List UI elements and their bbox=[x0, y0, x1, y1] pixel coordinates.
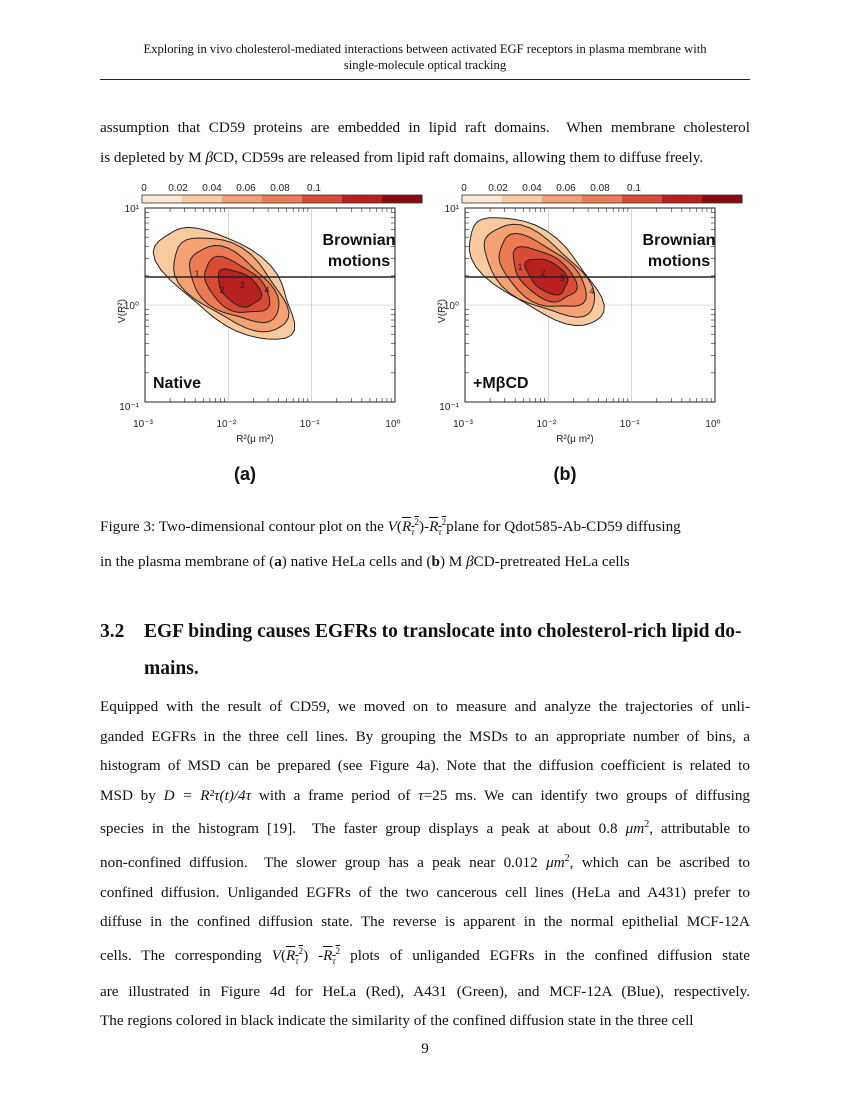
colorbar-tick-label: 0.08 bbox=[590, 183, 610, 194]
running-header bbox=[100, 41, 750, 73]
y-axis-label: V(R²) bbox=[117, 299, 128, 323]
section-title: EGF binding causes EGFRs to translocate into cholesterol-rich lipid do- bbox=[144, 621, 742, 642]
y-tick-label: 10⁻¹ bbox=[439, 402, 459, 413]
panel-tag: (a) bbox=[234, 464, 256, 484]
colorbar bbox=[141, 183, 422, 203]
body-line: The regions colored in black indicate the similarity of the confined diffusion state in the three cell bbox=[100, 1012, 694, 1030]
x-tick-label: 10⁻² bbox=[216, 419, 237, 430]
colorbar-tick-label: 0.08 bbox=[270, 183, 290, 194]
x-axis-label: R²(μ m²) bbox=[236, 434, 274, 445]
figure-panel-a bbox=[105, 180, 425, 490]
y-tick-label: 10⁰ bbox=[123, 301, 139, 312]
peak-label: 3 bbox=[559, 273, 565, 283]
x-tick-label: 10⁻¹ bbox=[619, 419, 640, 430]
caption-line-2: in the plasma membrane of (a) native HeLa cells and (b) M βCD-pretreated HeLa cells bbox=[100, 553, 630, 571]
peak-label: 4 bbox=[589, 286, 595, 296]
intro-paragraph bbox=[100, 113, 750, 172]
running-header-line-1: Exploring in vivo cholesterol-mediated interactions between activated EGF receptors in plasma membrane with bbox=[143, 42, 707, 56]
body-line: ganded EGFRs in the three cell lines. By grouping the MSDs to an appropriate number of bins, a bbox=[100, 727, 750, 745]
peak-label: 2 bbox=[540, 268, 546, 278]
section-number: 3.2 bbox=[100, 621, 125, 642]
peak-label: 4 bbox=[264, 285, 270, 295]
colorbar-segment bbox=[542, 195, 583, 203]
brownian-label: motions bbox=[647, 253, 711, 270]
colorbar-tick-label: 0.04 bbox=[202, 183, 222, 194]
colorbar-segment bbox=[582, 195, 623, 203]
colorbar-segment bbox=[462, 195, 503, 203]
colorbar-segment bbox=[382, 195, 423, 203]
x-axis-label: R²(μ m²) bbox=[556, 434, 594, 445]
body-line: are illustrated in Figure 4d for HeLa (Red), A431 (Green), and MCF-12A (Blue), respectively. bbox=[100, 982, 750, 1000]
colorbar-segment bbox=[702, 195, 743, 203]
colorbar-tick-label: 0.04 bbox=[522, 183, 542, 194]
colorbar-segment bbox=[182, 195, 223, 203]
x-tick-label: 10⁻³ bbox=[453, 419, 473, 430]
colorbar-segment bbox=[342, 195, 383, 203]
colorbar-tick-label: 0.1 bbox=[627, 183, 641, 194]
body-line: histogram of MSD can be prepared (see Figure 4a). Note that the diffusion coefficient is related to bbox=[100, 757, 750, 775]
body-line: diffuse in the confined diffusion state. The reverse is apparent in the normal epithelial MCF-12A bbox=[100, 913, 750, 931]
colorbar-tick-label: 0.06 bbox=[236, 183, 256, 194]
x-tick-label: 10⁻¹ bbox=[299, 419, 320, 430]
body-line: non-confined diffusion. The slower group has a peak near 0.012 $\mu m^2$, which can be ascribed to bbox=[100, 853, 751, 872]
body-line: MSD by D = R²τ(t)/4τ with a frame period of τ=25 ms. We can identify two groups of diffusing bbox=[100, 786, 751, 804]
section-title-continued: mains. bbox=[144, 658, 199, 679]
y-tick-label: 10¹ bbox=[444, 204, 459, 215]
condition-label: +MβCD bbox=[473, 375, 529, 392]
colorbar-segment bbox=[662, 195, 703, 203]
x-tick-label: 10⁻² bbox=[536, 419, 557, 430]
colorbar-tick-label: 0.1 bbox=[307, 183, 321, 194]
colorbar-tick-label: 0.02 bbox=[168, 183, 188, 194]
intro-line-2: is depleted by M βCD, CD59s are released from lipid raft domains, allowing them to diffuse freely. bbox=[100, 148, 704, 166]
body-line: confined diffusion. Unliganded EGFRs of the two cancerous cell lines (HeLa and A431) prefer to bbox=[100, 883, 750, 901]
colorbar-tick-label: 0 bbox=[141, 183, 147, 194]
body-paragraph bbox=[100, 692, 750, 1036]
colorbar-segment bbox=[142, 195, 183, 203]
colorbar-tick-label: 0 bbox=[461, 183, 467, 194]
colorbar bbox=[461, 183, 742, 203]
y-tick-label: 10⁻¹ bbox=[119, 402, 139, 413]
x-tick-label: 10⁻³ bbox=[133, 419, 153, 430]
colorbar-segment bbox=[502, 195, 543, 203]
body-line: Equipped with the result of CD59, we moved on to measure and analyze the trajectories of unli- bbox=[100, 698, 750, 715]
running-header-line-2: single-molecule optical tracking bbox=[343, 58, 507, 72]
colorbar-segment bbox=[222, 195, 263, 203]
figure-panel-b bbox=[425, 180, 745, 490]
figure-caption bbox=[100, 508, 750, 576]
page-number: 9 bbox=[421, 1041, 429, 1057]
body-line: cells. The corresponding $V(R_\tau^2)$ $-R_\tau^2$ plots of unliganded EGFRs in the confined diffusion state bbox=[100, 945, 750, 966]
header-rule bbox=[100, 79, 750, 80]
peak-label: 2 bbox=[219, 285, 225, 295]
intro-line-1: assumption that CD59 proteins are embedded in lipid raft domains. When membrane cholesterol bbox=[100, 119, 750, 136]
colorbar-segment bbox=[622, 195, 663, 203]
colorbar-segment bbox=[302, 195, 343, 203]
colorbar-tick-label: 0.06 bbox=[556, 183, 576, 194]
brownian-label: Brownian bbox=[642, 232, 716, 249]
brownian-label: Brownian bbox=[322, 232, 396, 249]
x-tick-label: 10⁰ bbox=[385, 419, 401, 430]
y-tick-label: 10¹ bbox=[124, 204, 139, 215]
caption-line-1: Figure 3: Two-dimensional contour plot on the $V(R_\tau^2)-R_\tau^2plane$ for Qdot585-Ab-CD59 diffusing bbox=[100, 517, 681, 538]
brownian-label: motions bbox=[327, 253, 391, 270]
y-axis-label: V(R²) bbox=[437, 299, 448, 323]
x-tick-label: 10⁰ bbox=[705, 419, 721, 430]
y-tick-label: 10⁰ bbox=[443, 301, 459, 312]
condition-label: Native bbox=[153, 375, 202, 392]
body-line: species in the histogram [19]. The faster group displays a peak at about 0.8 $\mu m^2$, attributable to bbox=[100, 819, 750, 838]
colorbar-segment bbox=[262, 195, 303, 203]
peak-label: 1 bbox=[194, 269, 200, 279]
panel-tag: (b) bbox=[553, 464, 577, 484]
peak-label: 1 bbox=[517, 262, 523, 272]
peak-label: 3 bbox=[239, 280, 245, 290]
colorbar-tick-label: 0.02 bbox=[488, 183, 508, 194]
